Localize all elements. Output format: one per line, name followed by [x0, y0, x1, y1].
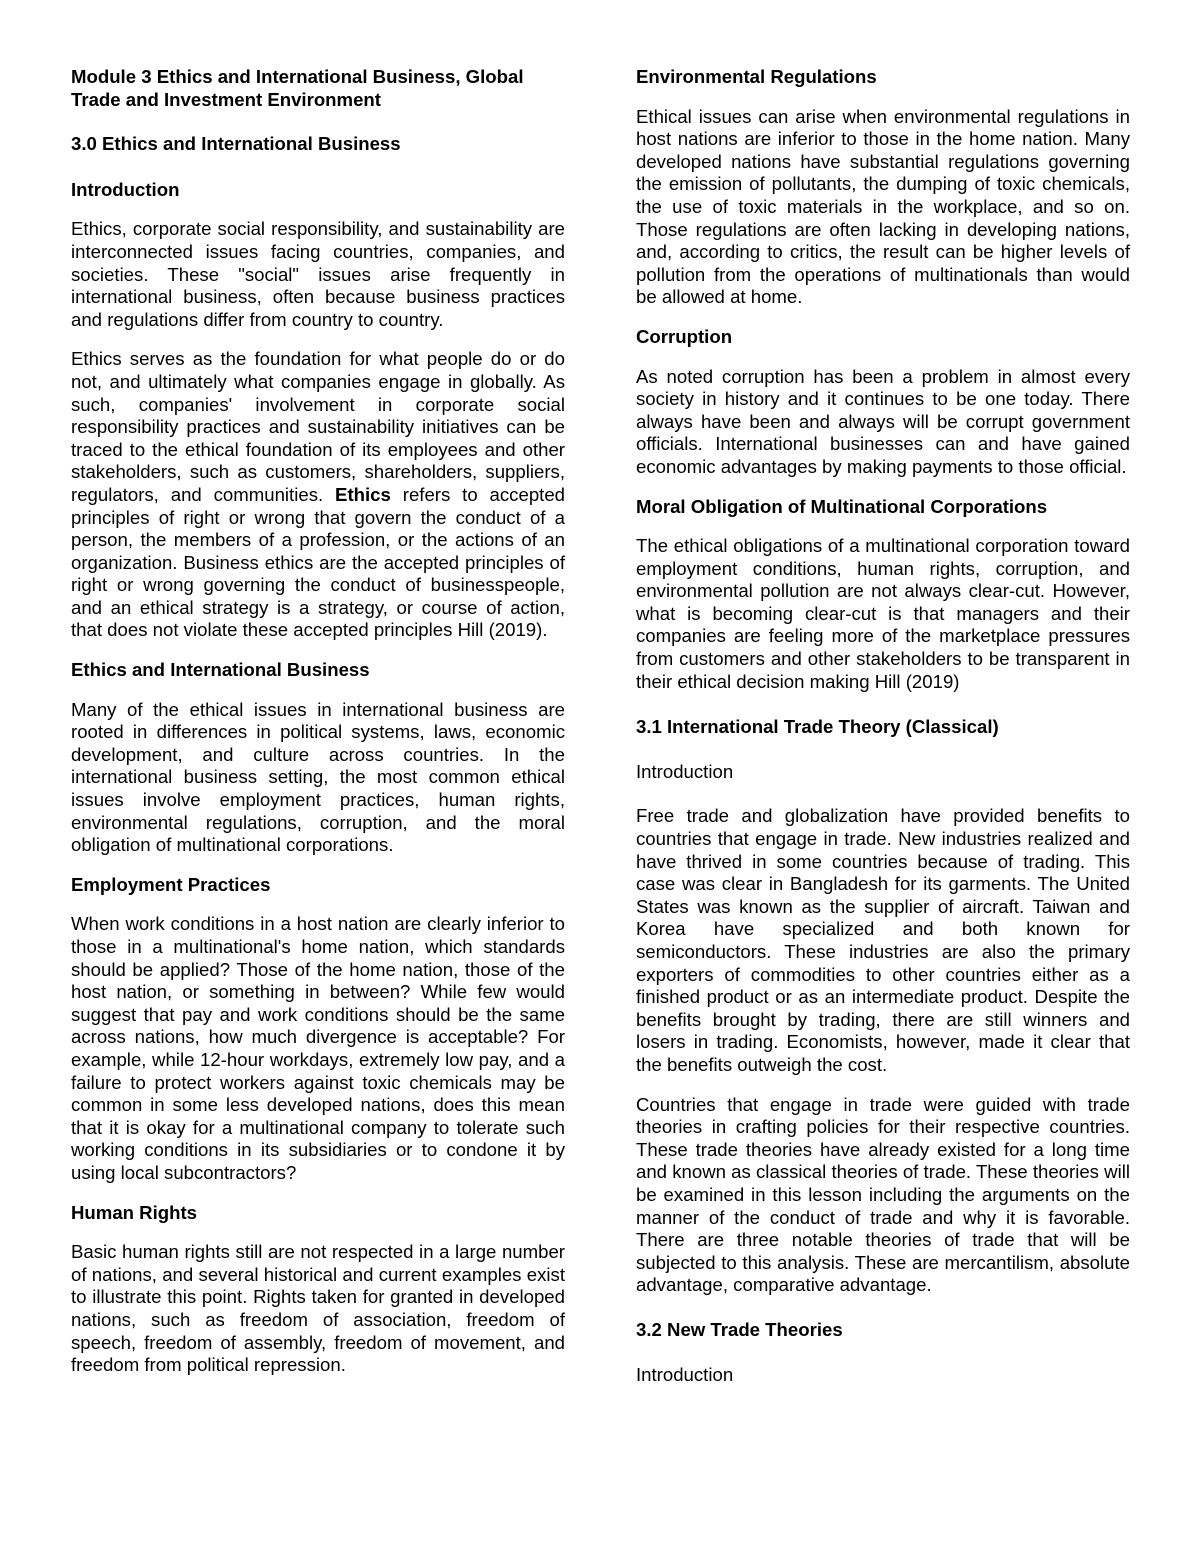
introduction-heading: Introduction — [71, 178, 180, 200]
employment-practices-heading: Employment Practices — [71, 873, 271, 895]
section-heading-3-0: 3.0 Ethics and International Business — [71, 133, 401, 155]
moral-obligation-paragraph: The ethical obligations of a multinational corporation toward employment conditions, human rights, corruption, and environmental pollution are not always clear-cut. However, what is becoming clear-cut is that managers and their companies are feeling more of the marketplace pressures from customers and other stakeholders to be transparent in their ethical decision making Hill (2019) — [636, 535, 1130, 692]
intro-paragraph-2-text-a: Ethics serves as the foundation for what people do or do not, and ultimately what companies engage in globally. As such, companies' involvement in corporate social responsibility practices and sustainability initiatives can be traced to the ethical foundation of its employees and other stakeholders, such as customers, shareholders, suppliers, regulators, and communities. — [71, 348, 565, 505]
ethics-international-business-heading: Ethics and International Business — [71, 659, 370, 681]
section-heading-3-1: 3.1 International Trade Theory (Classical) — [636, 716, 999, 738]
intro-paragraph-2-text-b: refers to accepted principles of right or wrong that govern the conduct of a person, the members of a profession, or the actions of an organization. Business ethics are the accepted principles of right or wrong governing the conduct of businesspeople, and an ethical strategy is a strategy, or course of action, that does not violate these accepted principles Hill (2019). — [71, 483, 566, 641]
module-title: Module 3 Ethics and International Business, Global Trade and Investment Environment — [71, 66, 524, 110]
employment-practices-paragraph: When work conditions in a host nation are clearly inferior to those in a multinational's home nation, which standards should be applied? Those of the home nation, those of the host nation, or something in between? While few would suggest that pay and work conditions should be the same across nations, how much divergence is acceptable? For example, while 12-hour workdays, extremely low pay, and a failure to protect workers against toxic chemicals may be common in some less developed nations, does this mean that it is okay for a multinational company to tolerate such working conditions in its subsidiaries or to condone it by using local subcontractors? — [71, 913, 565, 1183]
introduction-label-3-2: Introduction — [636, 1363, 734, 1385]
human-rights-paragraph: Basic human rights still are not respected in a large number of nations, and several historical and current examples exist to illustrate this point. Rights taken for granted in developed nations, such as freedom of association, freedom of speech, freedom of assembly, freedom of movement, and freedom from political repression. — [71, 1241, 565, 1376]
section-heading-3-2: 3.2 New Trade Theories — [636, 1318, 843, 1340]
right-column — [636, 66, 1130, 1386]
trade-paragraph-2: Countries that engage in trade were guided with trade theories in crafting policies for their respective countries. These trade theories have already existed for a long time and known as classical theories of trade. These theories will be examined in this lesson including the arguments on the manner of the conduct of trade and why it is favorable. There are three notable theories of trade that will be subjected to this analysis. These are mercantilism, absolute advantage, comparative advantage. — [636, 1093, 1130, 1296]
trade-paragraph-1: Free trade and globalization have provided benefits to countries that engage in trade. New industries realized and have thrived in some countries because of trading. This case was clear in Bangladesh for its garments. The United States was known as the supplier of aircraft. Taiwan and Korea have specialized and both known for semiconductors. These industries are also the primary exporters of commodities to other countries either as a finished product or as an intermediate product. Despite the benefits brought by trading, there are still winners and losers in trading. Economists, however, made it clear that the benefits outweigh the cost. — [636, 805, 1130, 1075]
ethics-international-business-paragraph: Many of the ethical issues in international business are rooted in differences in political systems, laws, economic development, and culture across countries. In the international business setting, the most common ethical issues involve employment practices, human rights, environmental regulations, corruption, and the moral obligation of multinational corporations. — [71, 698, 565, 856]
human-rights-heading: Human Rights — [71, 1201, 198, 1223]
introduction-label-3-1: Introduction — [636, 760, 734, 782]
environmental-regulations-heading: Environmental Regulations — [636, 66, 877, 87]
corruption-paragraph: As noted corruption has been a problem in almost every society in history and it continues to be one today. There always have been and always will be corrupt government officials. International businesses can and have gained economic advantages by making payments to those official. — [636, 365, 1130, 477]
moral-obligation-heading: Moral Obligation of Multinational Corporations — [636, 495, 1048, 517]
intro-paragraph-2 — [71, 348, 565, 642]
ethics-term: Ethics — [335, 483, 391, 505]
left-column — [71, 66, 565, 1377]
corruption-heading: Corruption — [636, 325, 733, 347]
intro-paragraph-1: Ethics, corporate social responsibility, and sustainability are interconnected issues facing countries, companies, and societies. These "social" issues arise frequently in international business, often because business practices and regulations differ from country to country. — [71, 218, 565, 330]
environmental-regulations-paragraph: Ethical issues can arise when environmental regulations in host nations are inferior to those in the home nation. Many developed nations have substantial regulations governing the emission of pollutants, the dumping of toxic chemicals, the use of toxic materials in the workplace, and so on. Those regulations are often lacking in developing nations, and, according to critics, the result can be higher levels of pollution from the operations of multinationals than would be allowed at home. — [636, 105, 1130, 308]
